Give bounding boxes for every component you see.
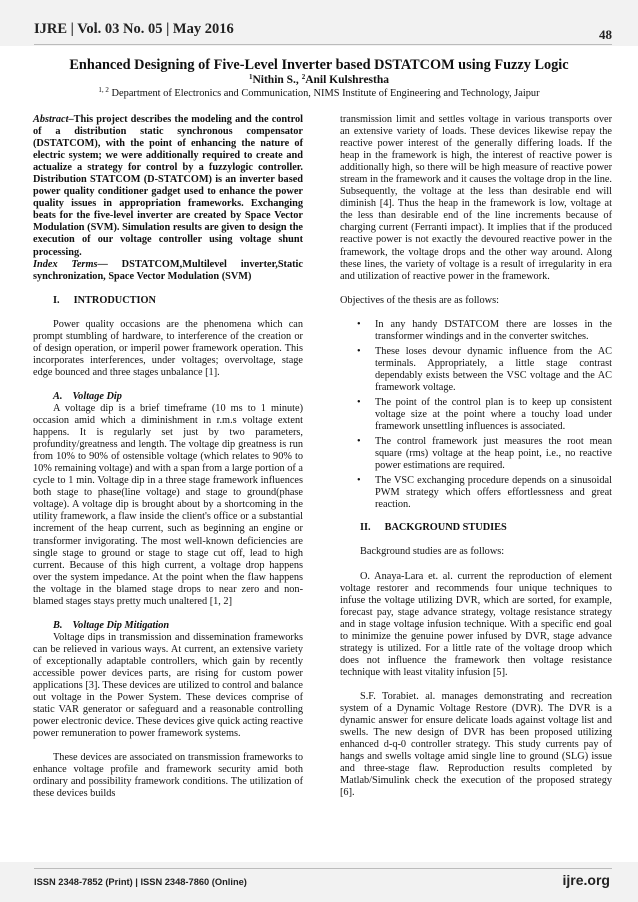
affiliation-superscript: 1, 2 — [98, 86, 109, 94]
affiliation-text: Department of Electronics and Communication, NIMS Institute of Engineering and Technology, Jaipur — [108, 88, 540, 99]
index-terms — [33, 259, 303, 283]
list-item: • The point of the control plan is to keep up consistent voltage size at the point where a touchy load under framework unsettling influences is associated. — [357, 396, 612, 433]
paragraph: S.F. Torabiet. al. manages demonstrating and recreation system of a Dynamic Voltage Restore (DVR). The DVR is a dynamic answer for ensure delicate loads against voltage list and swells. The new design of DVR has been proposed utilizing enhanced d-q-0 controller strategy. This study currents pay of hangs and swells voltage amid single line to ground (SLG) issue and three-stage flaw. Reproduction results completed by Matlab/Simulink check the execution of the proposed strategy [6]. — [340, 690, 612, 799]
author-name: Nithin S., — [252, 74, 302, 86]
page-number: 48 — [599, 27, 612, 42]
header-divider — [34, 44, 612, 45]
paper-title: Enhanced Designing of Five-Level Inverter based DSTATCOM using Fuzzy Logic — [69, 57, 569, 73]
right-column — [340, 114, 612, 799]
objectives-list — [340, 319, 612, 512]
footer-site: ijre.org — [562, 872, 610, 888]
paper-authors — [20, 74, 618, 86]
subsection-heading-voltage-dip: A. Voltage Dip — [53, 390, 122, 402]
paragraph: Objectives of the thesis are as follows: — [340, 294, 499, 306]
author-superscript: 2 — [301, 73, 306, 81]
list-item: • The control framework just measures the root mean square (rms) voltage at the heap point, i.e., no reactive power estimations are required. — [357, 436, 612, 472]
list-item: • These loses devour dynamic influence from the AC terminals. Appropriately, a little stage contrast dependably exists between the VSC voltage and the AC framework voltage. — [357, 345, 612, 393]
author-superscript: 1 — [248, 73, 253, 81]
paragraph: transmission limit and settles voltage in various transports over an extensive variety of loads. These devices likewise repay the reactive power interest of the generally differing loads. If the heap in the framework is high, the interest of reactive power is additionally high, so there will be high measure of reactive power stream in the framework and it causes the voltage drop in the line. Subsequently, the voltage at the less than desirable end will diminish [4]. Thus the heap in the framework is low, voltage at the less than desirable end of the line increments because of charging current (Ferranti impact). It implies that if the produced reactive power is not exactly the devoured reactive power in the framework, the voltage drops and the other way around. Along these lines, the variety of voltage is a result of irregularity in era and utilization of reactive power in the framework. — [340, 114, 612, 282]
paragraph: A voltage dip is a brief timeframe (10 ms to 1 minute) occasion amid which a diminishment in r.m.s voltage extent happens. It is regularly set just by two parameters, profundity/greatness and length. The voltage dip greatness is run from 10% to 90% of ostensible voltage (which relates to 90% to 10% remaining voltage) and with a span from a large portion of a cycle to 1 min. Voltage dip in a three stage framework influences both stage to phase(line voltage) and stage to ground(phase voltage). A voltage dip is brought about by a shortcoming in the utility framework, a flaw inside the client's office or a substantial increment of the heap current, such as beginning an engine or transformer invigorating. The most well-known deficiencies are single stage to ground or stage to stage cut off, lead to high current. Because of this high current, a voltage drop happens over the system impedance. At the point when the flaw happens the voltage in the blamed stage drops to near zero and non-blamed stages stays pretty much unaltered [1, 2] — [33, 402, 303, 607]
paragraph: O. Anaya-Lara et. al. current the reproduction of element voltage restorer and recommends four unique techniques to infuse the voltage utilizing DVR, which are sorted, for example, forecast pay, stage advance strategy, voltage resistance strategy and in stage voltage infusion technique. With a specific end goal to minimize the genuine power infused by DVR, stage advance strategy is utilized. For a little rate of the voltage droop which does not influence the framework then voltage resistance technique with least vitality infusion [5]. — [340, 570, 612, 678]
list-item: • The VSC exchanging procedure depends on a sinusoidal PWM strategy which offers effortlessness and great reaction. — [357, 475, 612, 511]
index-terms-text: — DSTATCOM,Multilevel inverter,Static synchronization, Space Vector Modulation (SVM) — [33, 258, 303, 282]
abstract — [33, 114, 303, 259]
subsection-heading-dip-mitigation: B. Voltage Dip Mitigation — [53, 619, 170, 631]
author-name: Anil Kulshrestha — [305, 74, 390, 86]
index-terms-label: Index Terms — [33, 258, 98, 270]
abstract-label: Abstract — [33, 114, 69, 125]
left-column — [33, 114, 303, 800]
paragraph: These devices are associated on transmission frameworks to enhance voltage profile and framework security amid both ordinary and possibility framework conditions. The utilization of these devices builds — [33, 752, 303, 800]
footer-divider — [34, 868, 612, 869]
footer-issn: ISSN 2348-7852 (Print) | ISSN 2348-7860 (Online) — [34, 877, 247, 887]
section-heading-introduction: I. INTRODUCTION — [53, 294, 156, 306]
journal-info: IJRE | Vol. 03 No. 05 | May 2016 — [34, 21, 234, 37]
paragraph: Power quality occasions are the phenomena which can prompt stumbling of hardware, to interference of the creation or of design operation, or imperil power framework operation. This incorporates interferences, under voltages; overvoltage, stage edge bounced and three stages unbalance [1]. — [33, 318, 303, 378]
paragraph: Voltage dips in transmission and dissemination frameworks can be relieved in various ways. At current, an extensive variety of exceptionally adaptable controllers, which gain by recently accessible power devices parts, are rising for custom power applications [3]. These devices are utilized to control and balance out voltage in the Power System. These devices comprise of static VAR generator or safeguard and a reasonable controlling power electronic device. These devices give quick acting reactive power remuneration to power framework systems. — [33, 631, 303, 740]
list-item: • In any handy DSTATCOM there are losses in the transformer windings and in the converter switches. — [357, 318, 612, 342]
paragraph: Background studies are as follows: — [360, 546, 505, 558]
abstract-text: –This project describes the modeling and the control of a distribution static synchronous compensator (DSTATCOM), with the point of enhancing the nature of electric system; we were additionally required to create and actualize a strategy for control by a fuzzylogic controller. Distribution STATCOM (D-STATCOM) is an inverter based power quality conditioner gadget used to enhance the power quality issues in appropriation frameworks. Exchanging beats for the five-level inverter are created by Space Vector Modulation (SVM). Simulation results are given to design the execution of our voltage controller using voltage shunt processing. — [33, 114, 303, 258]
section-heading-background: II. BACKGROUND STUDIES — [360, 522, 507, 534]
paper-affiliation — [20, 88, 618, 99]
